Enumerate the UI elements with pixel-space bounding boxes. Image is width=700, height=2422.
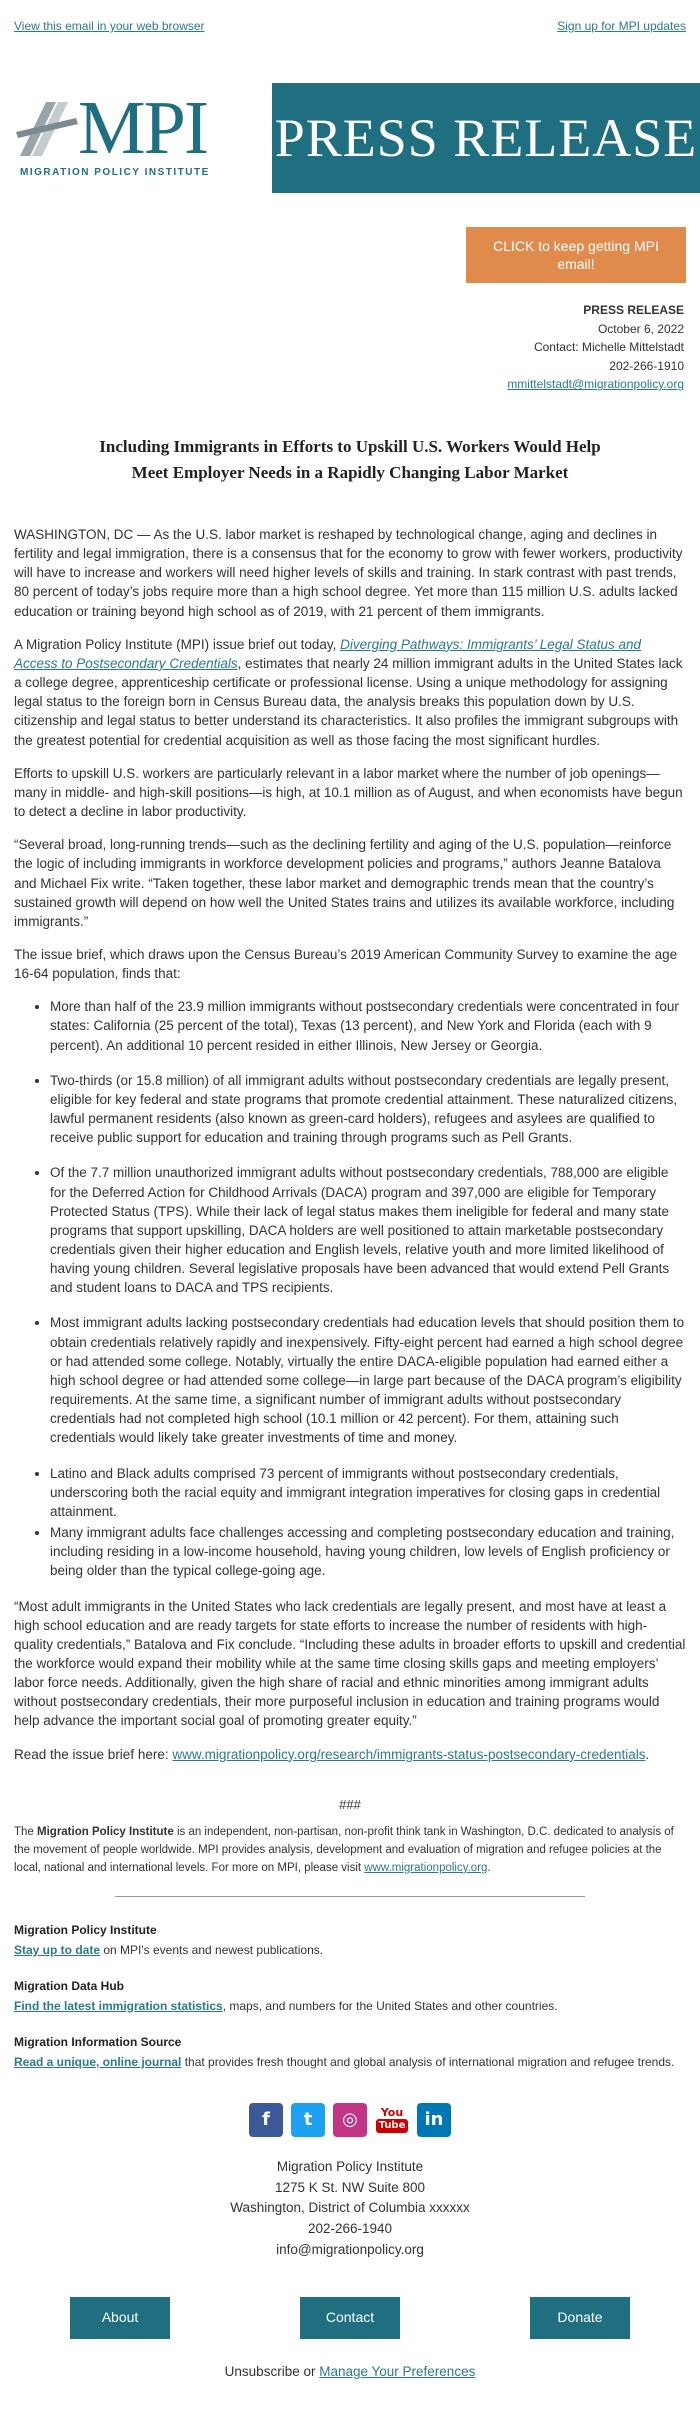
youtube-icon-tube: Tube <box>376 2119 409 2133</box>
logo-subtitle: MIGRATION POLICY INSTITUTE <box>20 167 210 179</box>
press-release-banner <box>272 83 700 193</box>
section-text: , maps, and numbers for the United States and other countries. <box>222 1998 558 2013</box>
issue-brief-title-link[interactable]: Diverging Pathways: Immigrants’ Legal Status and Access to Postsecondary Credentials <box>14 636 642 671</box>
section-mpi <box>0 1921 700 1959</box>
donate-button[interactable]: Donate <box>530 2297 630 2339</box>
mpi-logo[interactable] <box>0 83 270 193</box>
section-heading: Migration Information Source <box>14 2034 182 2049</box>
logo-text: MPI <box>78 85 208 170</box>
contact-block <box>0 283 700 394</box>
section-heading: Migration Policy Institute <box>14 1922 157 1937</box>
paragraph <box>14 635 686 750</box>
address-phone: 202-266-1940 <box>307 2221 393 2237</box>
immigration-statistics-link[interactable]: Find the latest immigration statistics <box>14 1998 223 2013</box>
finding-item: • Two-thirds (or 15.8 million) of all immigrant adults without postsecondary credentials are legally present, eligible for key federal and state programs that promote credential attainment. These naturalized citizens, lawful permanent residents (also known as green-card holders), refugees and asylees are qualified to receive public support for education and training through programs such as Pell Grants. <box>50 1071 686 1148</box>
twitter-icon[interactable]: t <box>291 2103 325 2137</box>
paragraph: The issue brief, which draws upon the Census Bureau’s 2019 American Community Survey to examine the age 16-64 population, finds that: <box>14 946 678 982</box>
mpi-logo-mark-icon <box>16 98 84 160</box>
paragraph <box>14 1745 686 1764</box>
about-mpi <box>0 1824 700 1877</box>
issue-brief-url-link[interactable]: www.migrationpolicy.org/research/immigrants-status-postsecondary-credentials <box>172 1746 646 1762</box>
paragraph: “Several broad, long-running trends—such as the declining fertility and aging of the U.S. population—reinforce the logic of including immigrants in workforce development policies and programs,” authors Jeanne Batalova and Michael Fix write. “Taken together, these labor market and demographic trends mean that the country’s sustained growth will depend on how well the United States trains and utilizes its available workforce, including immigrants.” <box>14 837 675 929</box>
about-org-name: Migration Policy Institute <box>37 1826 174 1839</box>
contact-name: Contact: Michelle Mittelstadt <box>533 340 684 355</box>
header-banner <box>0 83 700 193</box>
findings-list <box>14 997 686 1580</box>
footer <box>0 2339 700 2381</box>
contact-email-link[interactable]: mmittelstadt@migrationpolicy.org <box>507 377 684 392</box>
section-heading: Migration Data Hub <box>14 1978 124 1993</box>
article-body <box>0 485 700 1764</box>
top-bar <box>0 0 700 35</box>
paragraph-text: A Migration Policy Institute (MPI) issue brief out today, <box>14 636 341 652</box>
about-text: is an independent, non-partisan, non-profit think tank in Washington, D.C. dedicated to analysis of the movement of people worldwide. MPI provides analysis, development and evaluation of migration and refugee policies at the local, national and international levels. For more on MPI, please visit <box>14 1826 674 1874</box>
stay-up-to-date-link[interactable]: Stay up to date <box>14 1942 101 1957</box>
facebook-icon[interactable]: f <box>249 2103 283 2137</box>
section-information-source <box>0 2033 700 2071</box>
mailing-address <box>0 2137 700 2262</box>
section-text: that provides fresh thought and global analysis of international migration and refugee trends. <box>181 2054 675 2069</box>
mpi-website-link[interactable]: www.migrationpolicy.org <box>364 1861 488 1874</box>
cta-wrap <box>0 193 700 283</box>
about-text: . <box>487 1861 491 1874</box>
section-text: on MPI's events and newest publications. <box>100 1942 324 1957</box>
about-text: The <box>14 1826 38 1839</box>
youtube-icon-you: You <box>380 2105 404 2119</box>
view-in-browser-link[interactable]: View this email in your web browser <box>14 19 205 33</box>
address-city: Washington, District of Columbia xxxxxx <box>230 2200 470 2216</box>
paragraph: WASHINGTON, DC — As the U.S. labor market is reshaped by technological change, aging and declines in fertility and legal immigration, there is a consensus that for the economy to grow with fewer workers, productivity will have to increase and workers will need higher levels of skills and training. In stark contrast with past trends, 80 percent of today’s jobs require more than a high school degree. Yet more than 115 million U.S. adults lacked education or training beyond high school as of 2019, with 21 percent of them immigrants. <box>14 527 683 619</box>
section-data-hub <box>0 1977 700 2015</box>
address-email: info@migrationpolicy.org <box>276 2242 424 2258</box>
signup-link[interactable]: Sign up for MPI updates <box>557 19 686 33</box>
manage-preferences-link[interactable]: Manage Your Preferences <box>319 2364 476 2380</box>
contact-phone: 202-266-1910 <box>609 358 684 373</box>
finding-item: • Of the 7.7 million unauthorized immigrant adults without postsecondary credentials, 788,000 are eligible for the Deferred Action for Childhood Arrivals (DACA) program and 397,000 are eligible for Temporary Protected Status (TPS). While their lack of legal status makes them ineligible for federal and many state programs that support upskilling, DACA holders are well positioned to attain marketable postsecondary credentials given their higher education and English levels, relative youth and more limited likelihood of having young children. Several legislative proposals have been advanced that would extend Pell Grants and student loans to DACA and TPS recipients. <box>50 1163 686 1297</box>
paragraph-text: . <box>645 1746 650 1762</box>
release-date: October 6, 2022 <box>597 321 684 336</box>
social-links <box>0 2089 700 2137</box>
finding-item: • Most immigrant adults lacking postsecondary credentials had education levels that should position them to obtain credentials relatively rapidly and inexpensively. Fifty-eight percent had earned a high school degree or had attended some college. Notably, virtually the entire DACA-eligible population had earned either a high school degree or had attended some college—in large part because of the DACA program’s eligibility requirements. At the same time, a significant number of immigrant adults without postsecondary credentials had not completed high school (10.1 million or 42 percent). For them, attaining such credentials would likely take greater investments of time and money. <box>50 1313 686 1447</box>
linkedin-icon[interactable]: in <box>417 2103 451 2137</box>
online-journal-link[interactable]: Read a unique, online journal <box>14 2054 182 2069</box>
footer-buttons <box>0 2261 700 2339</box>
unsubscribe-text: Unsubscribe or <box>224 2364 320 2380</box>
paragraph-text: Read the issue brief here: <box>14 1746 173 1762</box>
headline: Including Immigrants in Efforts to Upskill U.S. Workers Would Help Meet Employer Needs in a Rapidly Changing Labor Market <box>99 437 601 482</box>
divider <box>115 1896 585 1897</box>
end-marker: ### <box>339 1796 361 1812</box>
contact-press-release-label: PRESS RELEASE <box>583 303 684 318</box>
about-button[interactable]: About <box>70 2297 170 2339</box>
paragraph: Efforts to upskill U.S. workers are particularly relevant in a labor market where the number of job openings—many in middle- and high-skill positions—is high, at 10.1 million as of August, and when economists have begun to detect a decline in labor productivity. <box>14 765 683 820</box>
youtube-icon[interactable] <box>375 2103 409 2137</box>
press-release-title: PRESS RELEASE <box>274 107 698 168</box>
keep-getting-email-button[interactable]: CLICK to keep getting MPI email! <box>466 227 686 283</box>
finding-item: • Many immigrant adults face challenges accessing and completing postsecondary education and training, including residing in a low-income household, having young children, low levels of English proficiency or being older than the typical college-going age. <box>50 1523 686 1580</box>
finding-item: • Latino and Black adults comprised 73 percent of immigrants without postsecondary credentials, underscoring both the racial equity and immigrant integration imperatives for closing gaps in credential attainment. <box>50 1464 686 1521</box>
instagram-icon[interactable]: ◎ <box>333 2103 367 2137</box>
finding-item: • More than half of the 23.9 million immigrants without postsecondary credentials were concentrated in four states: California (25 percent of the total), Texas (13 percent), and New York and Florida (each with 9 percent). An additional 10 percent resided in either Illinois, New Jersey or Georgia. <box>50 997 686 1054</box>
paragraph-text: , estimates that nearly 24 million immigrant adults in the United States lack a college degree, apprenticeship certificate or professional license. Using a unique methodology for assigning legal status to the foreign born in Census Bureau data, the analysis breaks this population down by U.S. citizenship and legal status to better understand its characteristics. It also profiles the immigrant subgroups with the greatest potential for credential acquisition as well as those facing the most significant hurdles. <box>14 655 683 748</box>
contact-button[interactable]: Contact <box>300 2297 400 2339</box>
address-org: Migration Policy Institute <box>276 2158 424 2174</box>
paragraph: “Most adult immigrants in the United States who lack credentials are legally present, and most have at least a high school education and are ready targets for state efforts to increase the number of residents with high-quality credentials,” Batalova and Fix conclude. “Including these adults in broader efforts to upskill and credential the workforce would expand their mobility while at the same time closing skills gaps and meeting employers’ labor force needs. Additionally, given the high share of racial and ethnic minorities among immigrant adults without postsecondary credentials, their more purposeful inclusion in education and training programs would help advance the important social goal of promoting greater equity.” <box>14 1598 686 1729</box>
address-street: 1275 K St. NW Suite 800 <box>274 2179 426 2195</box>
